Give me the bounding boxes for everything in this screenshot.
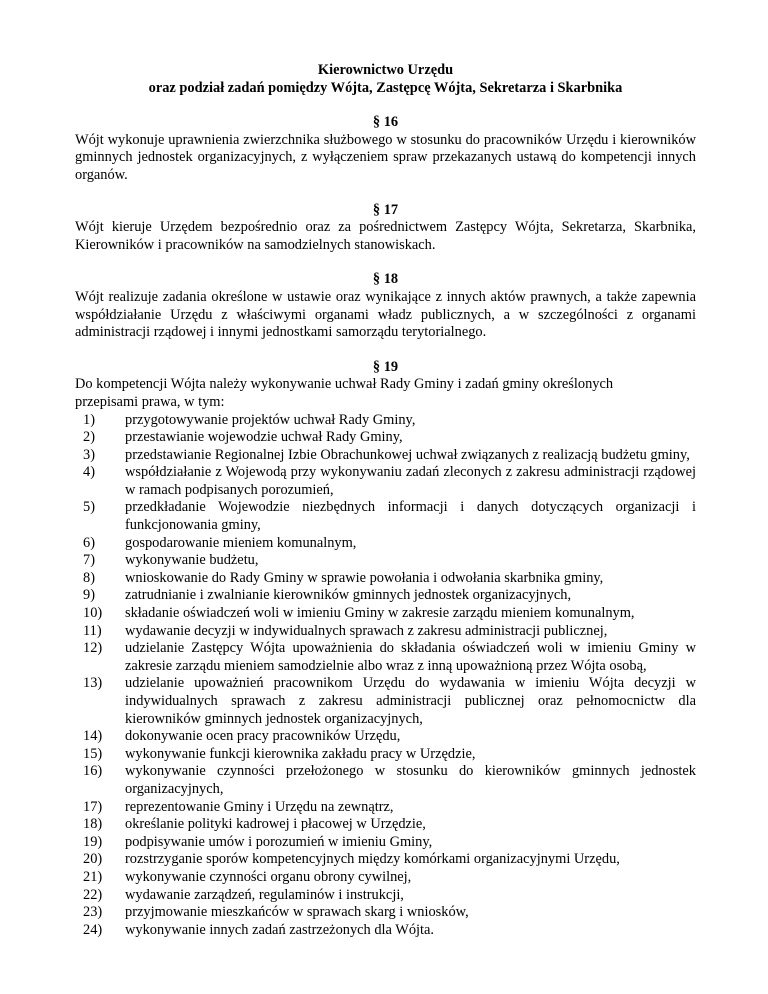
list-item-text: współdziałanie z Wojewodą przy wykonywaniu zadań zleconych z zakresu administracji rządowej w ramach podpisanych porozumień, <box>125 464 696 498</box>
list-item-number: 1) <box>83 411 95 428</box>
list-item-number: 14) <box>83 728 103 745</box>
list-item-number: 19) <box>83 833 103 850</box>
list-item-number: 6) <box>83 534 95 551</box>
list-item <box>75 623 696 641</box>
section-paragraph: Wójt kieruje Urzędem bezpośrednio oraz za pośrednictwem Zastępcy Wójta, Sekretarza, Skarbnika, Kierowników i pracowników na samodzielnych stanowiskach. <box>75 219 696 253</box>
list-item-number: 9) <box>83 587 95 604</box>
list-item-text: przedstawianie Regionalnej Izbie Obrachunkowej uchwał związanych z realizacją budżetu gminy, <box>125 446 690 463</box>
list-item-text: wykonywanie czynności przełożonego w stosunku do kierowników gminnych jednostek organizacyjnych, <box>125 763 696 797</box>
list-item-text: przedkładanie Wojewodzie niezbędnych informacji i danych dotyczących organizacji i funkcjonowania gminy, <box>125 499 696 534</box>
list-item <box>75 587 696 605</box>
list-item <box>75 904 696 922</box>
section-18 <box>75 271 696 341</box>
section-heading: § 19 <box>372 358 399 375</box>
list-item-number: 8) <box>83 569 95 586</box>
list-item-text: reprezentowanie Gminy i Urzędu na zewnątrz, <box>125 798 394 815</box>
list-item <box>75 447 696 465</box>
section-heading: § 16 <box>372 114 399 131</box>
list-item-text: wykonywanie funkcji kierownika zakładu pracy w Urzędzie, <box>125 745 476 762</box>
list-item <box>75 763 696 798</box>
list-item-text: wydawanie decyzji w indywidualnych sprawach z zakresu administracji publicznej, <box>125 622 608 639</box>
section-intro-line-1: Do kompetencji Wójta należy wykonywanie uchwał Rady Gminy i zadań gminy określonych <box>75 376 614 393</box>
list-item <box>75 535 696 553</box>
list-item <box>75 869 696 887</box>
list-item-number: 24) <box>83 921 103 938</box>
list-item-number: 2) <box>83 429 95 446</box>
list-item-number: 5) <box>83 499 95 516</box>
list-item-text: wykonywanie czynności organu obrony cywilnej, <box>125 868 412 885</box>
list-item-number: 21) <box>83 868 103 885</box>
document-title <box>75 62 696 97</box>
list-item-text: wydawanie zarządzeń, regulaminów i instrukcji, <box>125 886 404 903</box>
list-item <box>75 570 696 588</box>
section-19 <box>75 359 696 940</box>
list-item-number: 10) <box>83 605 103 622</box>
section-paragraph: Wójt realizuje zadania określone w ustawie oraz wynikające z innych aktów prawnych, a także zapewnia współdziałanie Urzędu z właściwymi organami władz publicznych, a w szczególności z organami administracji rządowej i innymi jednostkami samorządu terytorialnego. <box>75 288 696 341</box>
section-heading: § 17 <box>372 201 399 218</box>
section-paragraph: Wójt wykonuje uprawnienia zwierzchnika służbowego w stosunku do pracowników Urzędu i kierowników gminnych jednostek organizacyjnych, z wyłączeniem spraw przekazanych ustawą do kompetencji innych organów. <box>75 131 696 183</box>
list-item-number: 16) <box>83 763 103 780</box>
section-heading: § 18 <box>372 271 399 288</box>
list-item <box>75 499 696 534</box>
list-item-text: wykonywanie budżetu, <box>125 552 259 569</box>
list-item-text: podpisywanie umów i porozumień w imieniu Gminy, <box>125 833 433 850</box>
list-item-text: przyjmowanie mieszkańców w sprawach skarg i wniosków, <box>125 904 469 921</box>
list-item-text: dokonywanie ocen pracy pracowników Urzędu, <box>125 728 401 745</box>
list-item-number: 13) <box>83 675 103 692</box>
list-item-text: przestawianie wojewodzie uchwał Rady Gminy, <box>125 429 403 446</box>
list-item-text: zatrudnianie i zwalnianie kierowników gminnych jednostek organizacyjnych, <box>125 587 572 604</box>
title-line-1: Kierownictwo Urzędu <box>317 62 454 78</box>
list-item <box>75 552 696 570</box>
list-item <box>75 799 696 817</box>
list-item <box>75 605 696 623</box>
list-item <box>75 834 696 852</box>
list-item-number: 4) <box>83 464 95 481</box>
list-item-number: 3) <box>83 446 95 463</box>
list-item <box>75 464 696 499</box>
list-item-number: 7) <box>83 552 95 569</box>
list-item <box>75 412 696 430</box>
list-item <box>75 887 696 905</box>
list-item <box>75 429 696 447</box>
list-item-text: udzielanie upoważnień pracownikom Urzędu do wydawania w imieniu Wójta decyzji w indywidualnych sprawach z zakresu administracji publicznej oraz pełnomocnictw dla kierowników gminnych jednostek organizacyjnych, <box>125 675 696 727</box>
list-item-number: 18) <box>83 816 103 833</box>
list-item <box>75 746 696 764</box>
list-item <box>75 640 696 675</box>
list-item-number: 15) <box>83 745 103 762</box>
list-item-number: 17) <box>83 798 103 815</box>
list-item-text: rozstrzyganie sporów kompetencyjnych między komórkami organizacyjnymi Urzędu, <box>125 851 620 868</box>
list-item-number: 11) <box>83 622 102 639</box>
list-item <box>75 851 696 869</box>
competence-list <box>75 412 696 940</box>
list-item <box>75 728 696 746</box>
list-item-text: składanie oświadczeń woli w imieniu Gminy w zakresie zarządu mieniem komunalnym, <box>125 605 635 622</box>
title-line-2: oraz podział zadań pomiędzy Wójta, Zastępcę Wójta, Sekretarza i Skarbnika <box>148 79 623 96</box>
list-item-number: 20) <box>83 851 103 868</box>
list-item-text: wnioskowanie do Rady Gminy w sprawie powołania i odwołania skarbnika gminy, <box>125 569 604 586</box>
list-item <box>75 816 696 834</box>
list-item-number: 23) <box>83 904 103 921</box>
list-item-text: przygotowywanie projektów uchwał Rady Gminy, <box>125 411 416 428</box>
list-item-text: wykonywanie innych zadań zastrzeżonych dla Wójta. <box>125 921 435 938</box>
list-item-text: udzielanie Zastępcy Wójta upoważnienia do składania oświadczeń woli w imieniu Gminy w zakresie zarządu mieniem samodzielnie albo wraz z inną upoważnioną przez Wójta osobą, <box>125 640 696 674</box>
list-item <box>75 922 696 940</box>
list-item-number: 22) <box>83 886 103 903</box>
list-item-text: gospodarowanie mieniem komunalnym, <box>125 534 357 551</box>
list-item <box>75 675 696 728</box>
section-17 <box>75 202 696 255</box>
list-item-number: 12) <box>83 640 103 657</box>
section-16 <box>75 114 696 184</box>
section-intro-line-2: przepisami prawa, w tym: <box>75 393 225 410</box>
list-item-text: określanie polityki kadrowej i płacowej w Urzędzie, <box>125 816 426 833</box>
